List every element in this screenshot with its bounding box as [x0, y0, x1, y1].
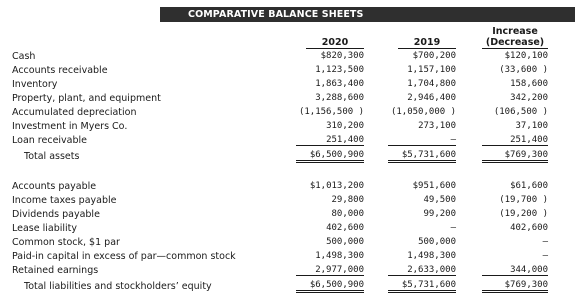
cell-change: 37,100: [515, 121, 548, 131]
cell-2019: $951,600: [412, 181, 456, 191]
cell-2019: —: [388, 135, 456, 146]
cell-change: 251,400: [482, 135, 548, 146]
cell-2020: 29,800: [331, 195, 364, 205]
cell-2020: 1,123,500: [315, 65, 364, 75]
row-label-accounts-receivable: Accounts receivable: [12, 65, 108, 76]
cell-2020: 500,000: [326, 237, 364, 247]
row-label-common-stock: Common stock, $1 par: [12, 237, 120, 248]
cell-change: 344,000: [482, 265, 548, 276]
cell-2019: (1,050,000 ): [390, 107, 456, 117]
cell-change: $61,600: [510, 181, 548, 191]
statement-title: COMPARATIVE BALANCE SHEETS: [160, 7, 575, 22]
row-label-total-assets: Total assets: [24, 151, 80, 162]
cell-2019: 500,000: [418, 237, 456, 247]
cell-2020: 1,863,400: [315, 79, 364, 89]
cell-change: (106,500 ): [493, 107, 548, 117]
cell-2020: 3,288,600: [315, 93, 364, 103]
cell-2019: 2,946,400: [407, 93, 456, 103]
row-label-dividends-payable: Dividends payable: [12, 209, 100, 220]
total-2020: $6,500,900: [296, 280, 364, 293]
cell-2020: 2,977,000: [296, 265, 364, 276]
header-2019: 2019: [398, 37, 456, 49]
cell-change: (19,700 ): [499, 195, 548, 205]
cell-2019: 1,157,100: [407, 65, 456, 75]
row-label-investment: Investment in Myers Co.: [12, 121, 128, 132]
cell-2019: $700,200: [412, 51, 456, 61]
row-label-accounts-payable: Accounts payable: [12, 181, 97, 192]
row-label-retained-earnings: Retained earnings: [12, 265, 99, 276]
cell-2020: 1,498,300: [315, 251, 364, 261]
cell-2019: 49,500: [423, 195, 456, 205]
header-increase: Increase: [492, 26, 538, 37]
row-label-paid-in-capital: Paid-in capital in excess of par—common stock: [12, 251, 236, 262]
total-2019: $5,731,600: [388, 280, 456, 293]
total-2020: $6,500,900: [296, 150, 364, 163]
cell-change: 402,600: [510, 223, 548, 233]
cell-2019: 99,200: [423, 209, 456, 219]
total-change: $769,300: [482, 280, 548, 293]
cell-change: $120,100: [504, 51, 548, 61]
cell-2020: 310,200: [326, 121, 364, 131]
cell-2020: $820,300: [320, 51, 364, 61]
cell-2019: 1,498,300: [407, 251, 456, 261]
cell-2020: $1,013,200: [309, 181, 364, 191]
row-label-ppe: Property, plant, and equipment: [12, 93, 161, 104]
cell-2020: 251,400: [296, 135, 364, 146]
cell-change: 158,600: [510, 79, 548, 89]
header-2020: 2020: [306, 37, 364, 49]
cell-2020: 80,000: [331, 209, 364, 219]
cell-change: 342,200: [510, 93, 548, 103]
cell-2020: 402,600: [326, 223, 364, 233]
cell-change: (19,200 ): [499, 209, 548, 219]
cell-change: —: [542, 251, 548, 261]
cell-change: —: [542, 237, 548, 247]
cell-2019: —: [450, 223, 456, 233]
header-decrease: (Decrease): [482, 37, 548, 49]
cell-change: (33,600 ): [499, 65, 548, 75]
cell-2019: 273,100: [418, 121, 456, 131]
row-label-accumulated-depreciation: Accumulated depreciation: [12, 107, 137, 118]
row-label-income-taxes-payable: Income taxes payable: [12, 195, 117, 206]
cell-2020: (1,156,500 ): [298, 107, 364, 117]
cell-2019: 2,633,000: [388, 265, 456, 276]
row-label-loan-receivable: Loan receivable: [12, 135, 88, 146]
row-label-inventory: Inventory: [12, 79, 58, 90]
row-label-cash: Cash: [12, 51, 36, 62]
row-label-lease-liability: Lease liability: [12, 223, 78, 234]
total-2019: $5,731,600: [388, 150, 456, 163]
row-label-total-liabilities-equity: Total liabilities and stockholders’ equity: [24, 281, 212, 292]
total-change: $769,300: [482, 150, 548, 163]
cell-2019: 1,704,800: [407, 79, 456, 89]
